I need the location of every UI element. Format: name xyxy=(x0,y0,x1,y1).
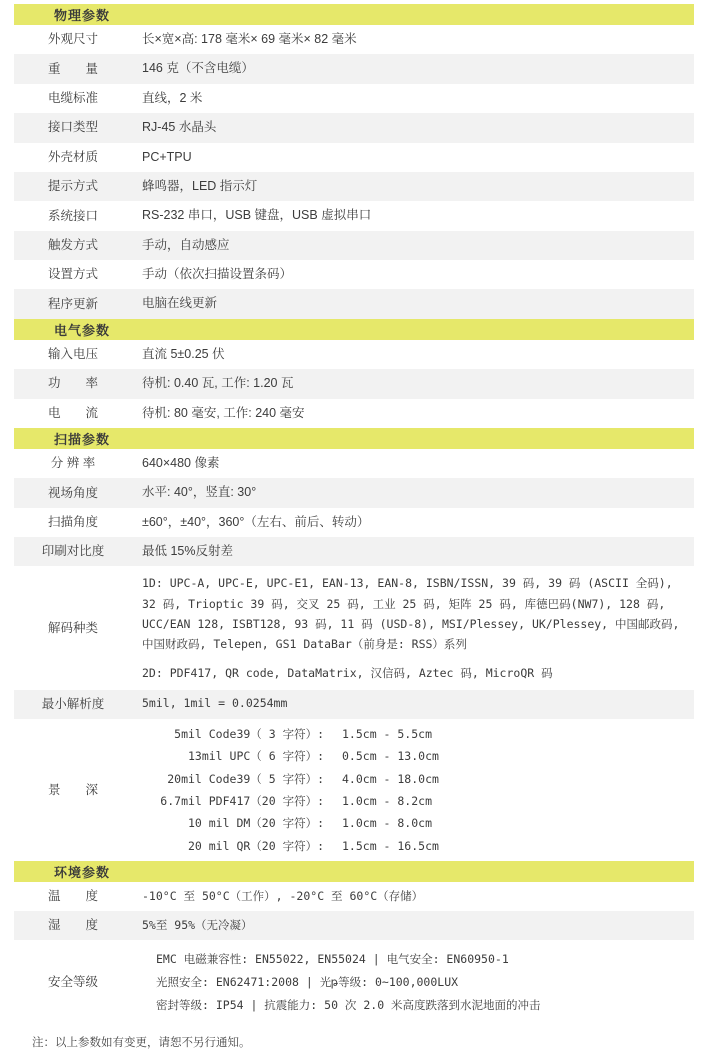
row-label: 扫描角度 xyxy=(14,508,132,537)
depth-value: 1.5cm - 5.5cm xyxy=(342,726,433,741)
table-row-depth-of-field xyxy=(14,719,694,862)
list-item xyxy=(132,812,694,834)
list-item xyxy=(132,790,694,812)
section-header-environment xyxy=(14,861,694,882)
table-row xyxy=(14,231,694,260)
depth-value: 1.0cm - 8.0cm xyxy=(342,816,433,831)
row-value: 待机: 80 毫安, 工作: 240 毫安 xyxy=(132,399,694,428)
row-value: 直流 5±0.25 伏 xyxy=(132,340,694,369)
row-value: -10°C 至 50°C（工作）, -20°C 至 60°C（存储） xyxy=(132,882,694,911)
row-value: 电脑在线更新 xyxy=(132,289,694,318)
row-value: 最低 15%反射差 xyxy=(132,537,694,566)
row-label: 提示方式 xyxy=(14,172,132,201)
depth-name: 20mil Code39（ 5 字符）: xyxy=(167,771,324,786)
section-title: 扫描参数 xyxy=(14,428,694,449)
table-row xyxy=(14,143,694,172)
table-row xyxy=(14,25,694,54)
depth-value: 1.0cm - 8.2cm xyxy=(342,794,433,809)
row-label: 电缆标准 xyxy=(14,84,132,113)
row-label: 系统接口 xyxy=(14,201,132,230)
table-row xyxy=(14,340,694,369)
depth-value: 0.5cm - 13.0cm xyxy=(342,749,439,764)
depth-name: 10 mil DM（20 字符）: xyxy=(187,816,324,831)
list-item xyxy=(132,835,694,857)
table-row-safety xyxy=(14,940,694,1025)
section-title: 电气参数 xyxy=(14,319,694,340)
row-value xyxy=(132,719,694,862)
row-label: 接口类型 xyxy=(14,113,132,142)
row-value: 水平: 40°，竖直: 30° xyxy=(132,478,694,507)
row-label: 输入电压 xyxy=(14,340,132,369)
row-label: 外观尺寸 xyxy=(14,25,132,54)
section-header-electrical xyxy=(14,319,694,340)
table-row xyxy=(14,201,694,230)
table-row xyxy=(14,172,694,201)
row-label: 印刷对比度 xyxy=(14,537,132,566)
row-value: RS-232 串口，USB 键盘，USB 虚拟串口 xyxy=(132,201,694,230)
row-label: 外壳材质 xyxy=(14,143,132,172)
row-label: 电 流 xyxy=(14,399,132,428)
row-value: 蜂鸣器，LED 指示灯 xyxy=(132,172,694,201)
safety-line: 光照安全: EN62471:2008 | 光թ等级: 0~100,000LUX xyxy=(156,974,459,989)
list-item xyxy=(132,768,694,790)
row-label: 重 量 xyxy=(14,54,132,83)
row-label: 功 率 xyxy=(14,369,132,398)
row-label: 触发方式 xyxy=(14,231,132,260)
decode-2d: 2D: PDF417, QR code, DataMatrix, 汉信码, Aztec 码, MicroQR 码 xyxy=(142,665,553,680)
table-row xyxy=(14,369,694,398)
depth-value: 1.5cm - 16.5cm xyxy=(342,838,439,853)
row-label: 设置方式 xyxy=(14,260,132,289)
row-value: 146 克（不含电缆） xyxy=(132,54,694,83)
footnote: 注：以上参数如有变更，请恕不另行通知。 xyxy=(32,1036,251,1049)
section-title: 环境参数 xyxy=(14,861,694,882)
row-label: 程序更新 xyxy=(14,289,132,318)
row-label: 景 深 xyxy=(14,719,132,862)
list-item xyxy=(132,745,694,767)
row-value: 5mil, 1mil = 0.0254mm xyxy=(132,690,694,719)
row-value: RJ-45 水晶头 xyxy=(132,113,694,142)
row-value: 手动，自动感应 xyxy=(132,231,694,260)
safety-line: EMC 电磁兼容性: EN55022, EN55024 | 电气安全: EN60950-1 xyxy=(156,951,509,966)
table-row xyxy=(14,260,694,289)
table-row xyxy=(14,882,694,911)
row-value xyxy=(132,566,694,690)
table-row xyxy=(14,690,694,719)
table-row xyxy=(14,508,694,537)
table-row xyxy=(14,113,694,142)
depth-name: 13mil UPC（ 6 字符）: xyxy=(187,749,324,764)
table-row xyxy=(14,54,694,83)
table-row xyxy=(14,911,694,940)
section-header-physical xyxy=(14,4,694,25)
row-value: PC+TPU xyxy=(132,143,694,172)
row-value: 手动（依次扫描设置条码） xyxy=(132,260,694,289)
depth-name: 5mil Code39（ 3 字符）: xyxy=(174,726,324,741)
row-value: ±60°，±40°，360°（左右、前后、转动） xyxy=(132,508,694,537)
depth-name: 6.7mil PDF417（20 字符）: xyxy=(160,794,324,809)
safety-line: 密封等级: IP54 | 抗震能力: 50 次 2.0 米高度跌落到水泥地面的冲击 xyxy=(156,997,541,1012)
row-value: 640×480 像素 xyxy=(132,449,694,478)
row-value: 长×宽×高: 178 毫米× 69 毫米× 82 毫米 xyxy=(132,25,694,54)
section-header-scan xyxy=(14,428,694,449)
row-label: 安全等级 xyxy=(14,940,132,1025)
row-value: 直线，2 米 xyxy=(132,84,694,113)
table-row xyxy=(14,537,694,566)
row-label: 解码种类 xyxy=(14,566,132,690)
table-row xyxy=(14,478,694,507)
table-row xyxy=(14,399,694,428)
table-row xyxy=(14,84,694,113)
row-label: 湿 度 xyxy=(14,911,132,940)
decode-1d: 1D: UPC-A, UPC-E, UPC-E1, EAN-13, EAN-8, ISBN/ISSN, 39 码, 39 码 (ASCII 全码), 32 码, Trioptic 39 码, 交叉 25 码, 工业 25 码, 矩阵 25 码, 库德巴码(NW7), 128 码, UCC/EAN 128, ISBT128, 93 码, 11 码 (USD-8), MSI/Plessey, UK/Plessey, 中国邮政码, 中国财政码, Telepen, GS1 DataBar（前身是: RSS）系列 xyxy=(142,576,680,651)
row-value: 5%至 95%（无冷凝） xyxy=(132,911,694,940)
depth-value: 4.0cm - 18.0cm xyxy=(342,771,439,786)
table-row xyxy=(14,449,694,478)
specifications-table xyxy=(14,4,694,1025)
row-value: 待机: 0.40 瓦, 工作: 1.20 瓦 xyxy=(132,369,694,398)
row-label: 最小解析度 xyxy=(14,690,132,719)
section-title: 物理参数 xyxy=(14,4,694,25)
list-item xyxy=(132,723,694,745)
row-label: 视场角度 xyxy=(14,478,132,507)
depth-name: 20 mil QR（20 字符）: xyxy=(187,838,324,853)
row-value xyxy=(132,940,694,1025)
table-row xyxy=(14,289,694,318)
row-label: 温 度 xyxy=(14,882,132,911)
table-row-decode-types xyxy=(14,566,694,690)
row-label: 分 辨 率 xyxy=(14,449,132,478)
